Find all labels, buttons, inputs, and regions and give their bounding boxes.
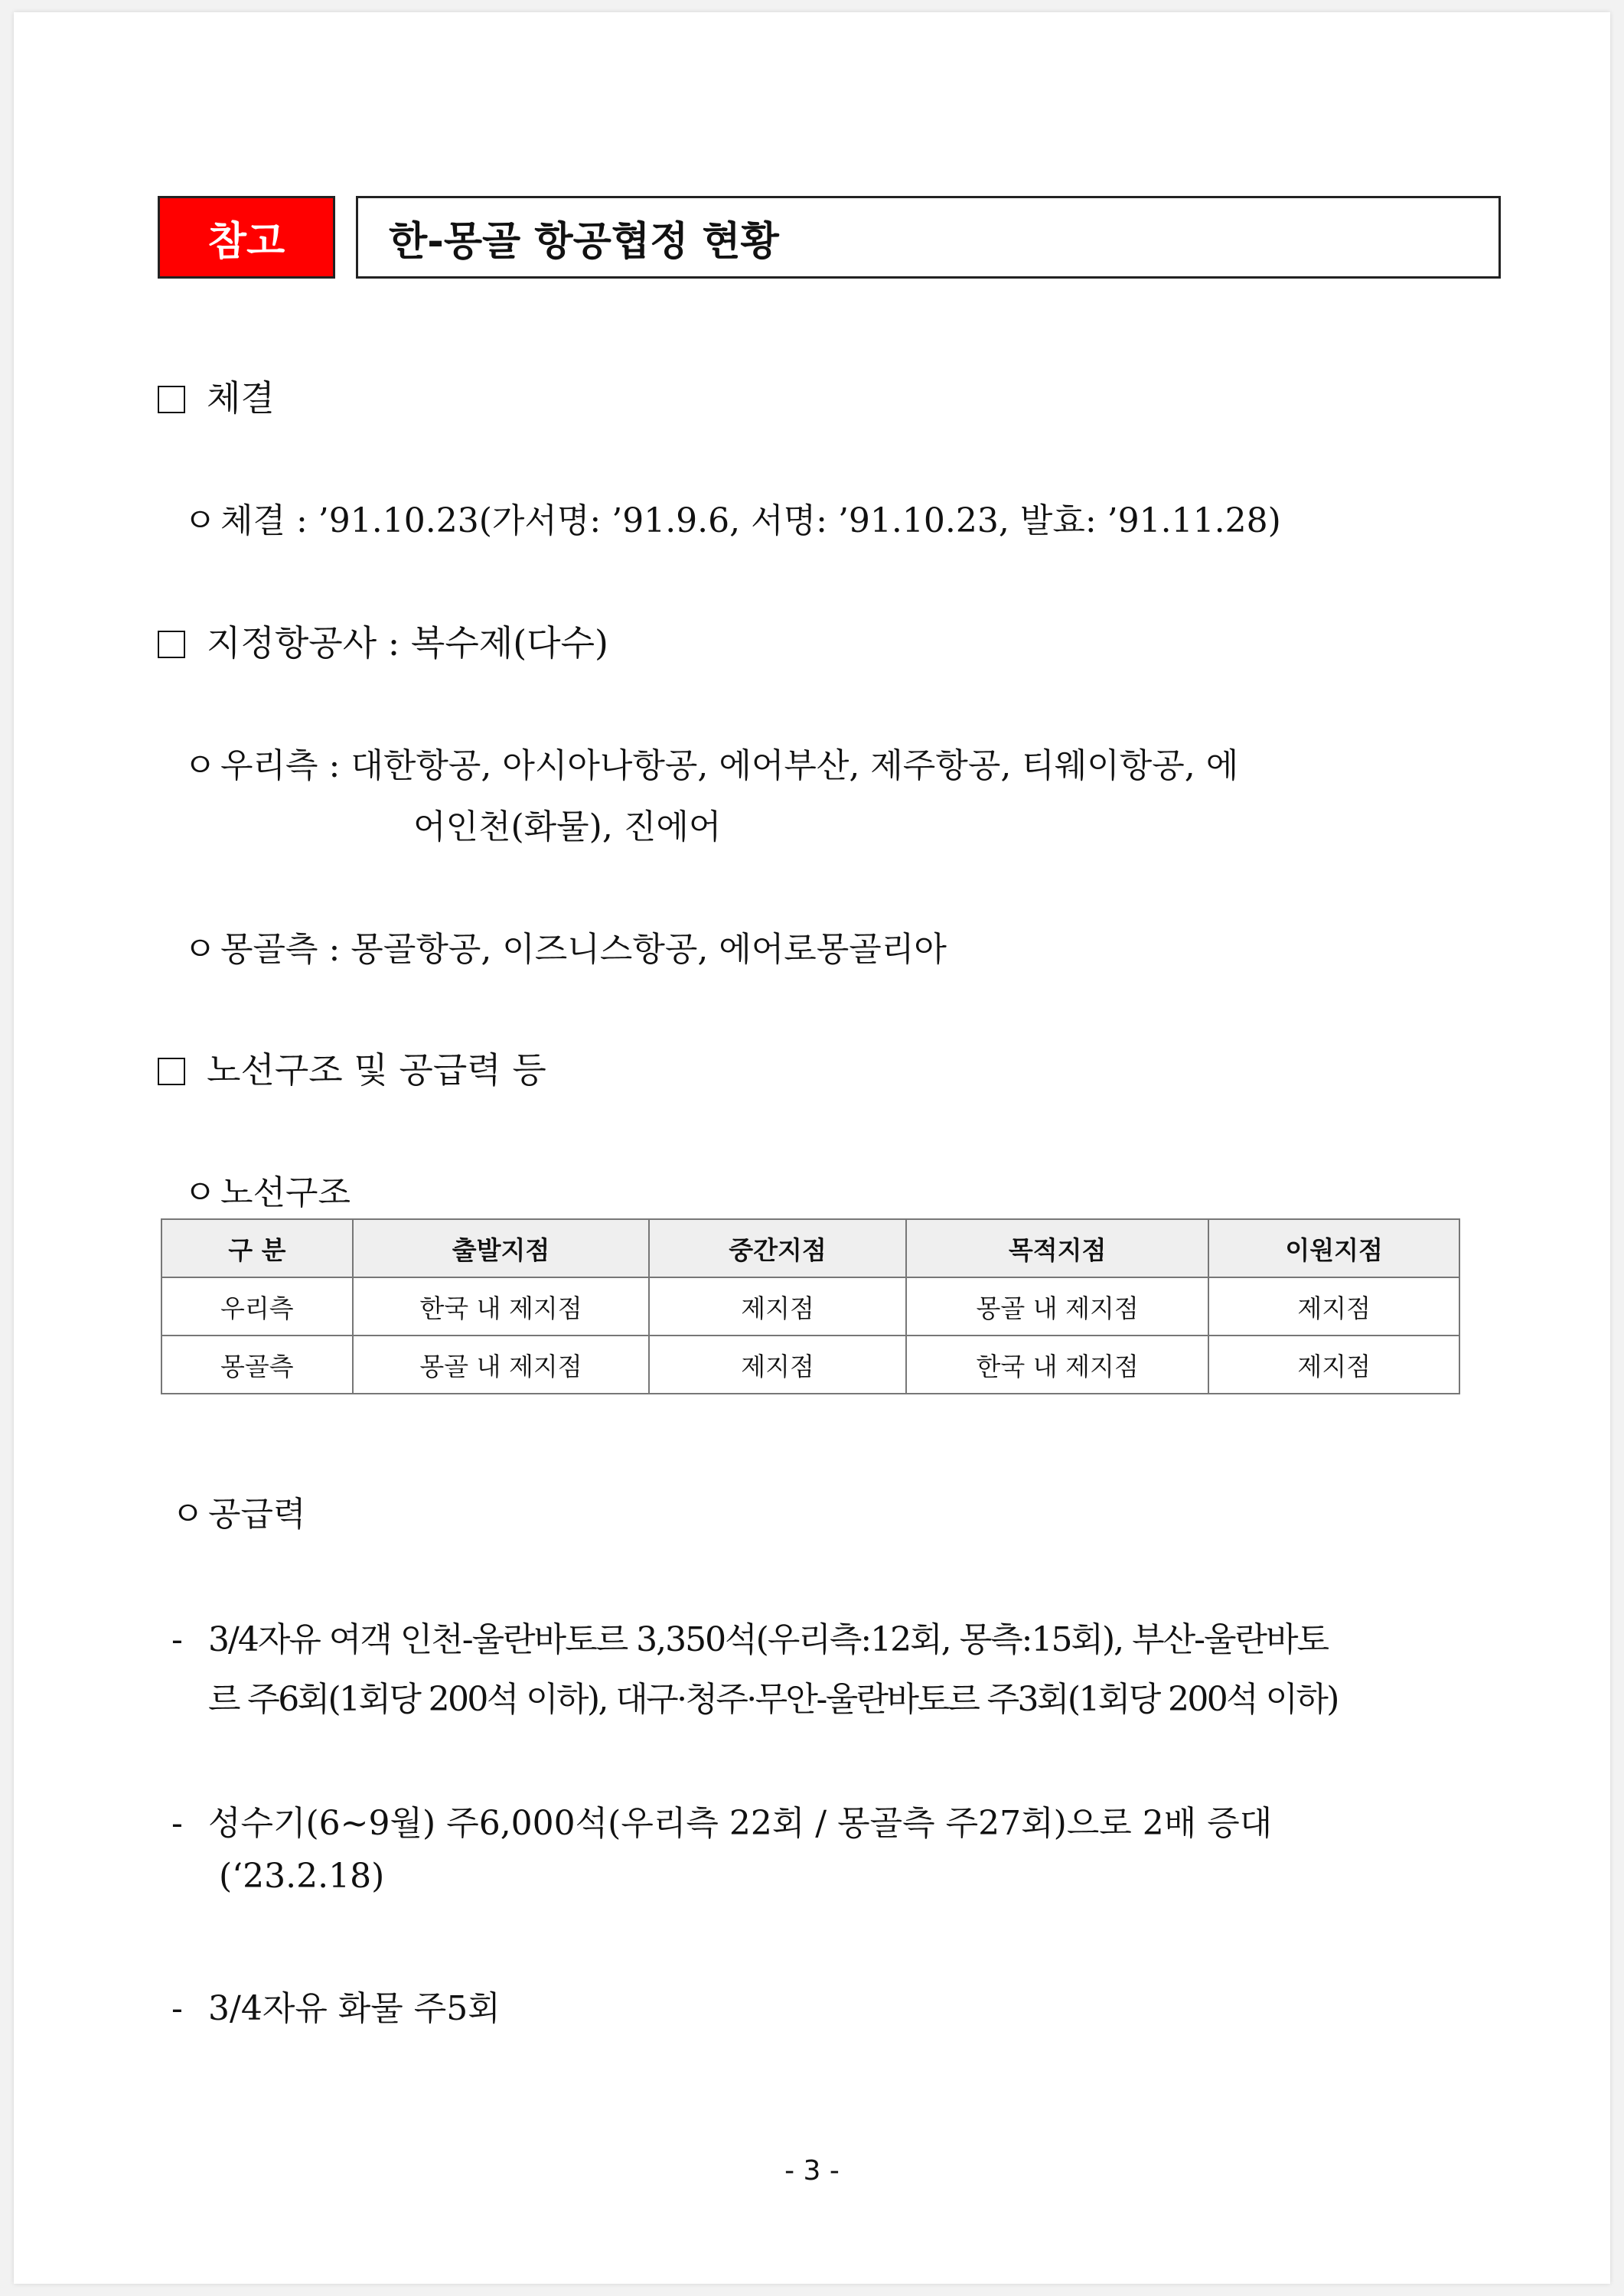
table-cell: 우리측 xyxy=(161,1277,353,1336)
route-structure-heading xyxy=(184,1165,351,1214)
korea-airlines-line-cont: 어인천(화물), 진에어 xyxy=(413,807,722,846)
section-heading-conclusion xyxy=(158,370,275,421)
korea-label: 우리측 : xyxy=(220,746,341,785)
table-header-cell: 출발지점 xyxy=(353,1219,650,1277)
supply-item-1 xyxy=(171,1612,1328,1661)
korea-airlines-line xyxy=(184,738,1238,787)
table-cell: 한국 내 제지점 xyxy=(906,1336,1209,1394)
conclusion-text: 체결 : ’91.10.23(가서명: ’91.9.6, 서명: ’91.10.23, 발효: ’91.11.28) xyxy=(220,501,1281,540)
supply-heading-text: 공급력 xyxy=(208,1495,306,1534)
checkbox-square-icon xyxy=(158,386,185,413)
table-cell: 한국 내 제지점 xyxy=(353,1277,650,1336)
table-cell: 몽골측 xyxy=(161,1336,353,1394)
circle-bullet-icon: ㅇ xyxy=(171,1495,204,1534)
mongolia-airlines-line xyxy=(184,921,947,970)
circle-bullet-icon: ㅇ xyxy=(184,501,217,540)
section-heading-routes xyxy=(158,1042,546,1093)
circle-bullet-icon: ㅇ xyxy=(184,1173,217,1212)
table-cell: 몽골 내 제지점 xyxy=(906,1277,1209,1336)
circle-bullet-icon: ㅇ xyxy=(184,930,217,969)
supply-item-2-cont: (‘23.2.18) xyxy=(219,1857,385,1896)
table-header-row xyxy=(161,1219,1459,1277)
table-header-cell: 이원지점 xyxy=(1208,1219,1459,1277)
table-cell: 몽골 내 제지점 xyxy=(353,1336,650,1394)
route-structure-text: 노선구조 xyxy=(220,1173,351,1212)
supply-item-text: 성수기(6~9월) 주6,000석(우리측 22회 / 몽골측 주27회)으로 2배 증대 xyxy=(208,1804,1273,1843)
dash-bullet: - xyxy=(171,1989,183,2028)
mongolia-airlines-text: 몽골측 : 몽골항공, 이즈니스항공, 에어로몽골리아 xyxy=(220,930,947,969)
supply-item-2 xyxy=(171,1795,1272,1844)
checkbox-square-icon xyxy=(158,631,185,658)
supply-heading xyxy=(171,1486,306,1535)
page-title: 한-몽골 항공협정 현황 xyxy=(356,196,1501,279)
table-cell: 제지점 xyxy=(649,1336,906,1394)
table-header-cell: 구 분 xyxy=(161,1219,353,1277)
circle-bullet-icon: ㅇ xyxy=(184,746,217,785)
section-heading-text: 노선구조 및 공급력 등 xyxy=(207,1049,546,1091)
korea-airlines-text: 대한항공, 아시아나항공, 에어부산, 제주항공, 티웨이항공, 에 xyxy=(351,746,1239,785)
section-heading-text: 지정항공사 : 복수제(다수) xyxy=(207,622,608,664)
table-header-cell: 중간지점 xyxy=(649,1219,906,1277)
reference-badge: 참고 xyxy=(158,196,335,279)
document-page xyxy=(14,12,1610,2284)
section-heading-text: 체결 xyxy=(207,377,275,419)
checkbox-square-icon xyxy=(158,1058,185,1085)
dash-bullet: - xyxy=(171,1804,183,1843)
table-cell: 제지점 xyxy=(1208,1277,1459,1336)
supply-item-3 xyxy=(171,1981,501,2030)
supply-item-1-cont: 르 주6회(1회당 200석 이하), 대구·청주·무안-울란바토르 주3회(1회당 200석 이하) xyxy=(208,1680,1338,1719)
section-heading-airlines xyxy=(158,615,608,666)
table-cell: 제지점 xyxy=(649,1277,906,1336)
table-cell: 제지점 xyxy=(1208,1336,1459,1394)
table-header-cell: 목적지점 xyxy=(906,1219,1209,1277)
table-row xyxy=(161,1336,1459,1394)
supply-item-text: 3/4자유 화물 주5회 xyxy=(208,1989,501,2028)
dash-bullet: - xyxy=(171,1620,181,1659)
route-structure-table xyxy=(161,1218,1460,1394)
supply-item-text: 3/4자유 여객 인천-울란바토르 3,350석(우리측:12회, 몽측:15회), 부산-울란바토 xyxy=(208,1620,1328,1659)
table-row xyxy=(161,1277,1459,1336)
conclusion-line xyxy=(184,493,1281,542)
page-number: - 3 - xyxy=(784,2155,840,2187)
